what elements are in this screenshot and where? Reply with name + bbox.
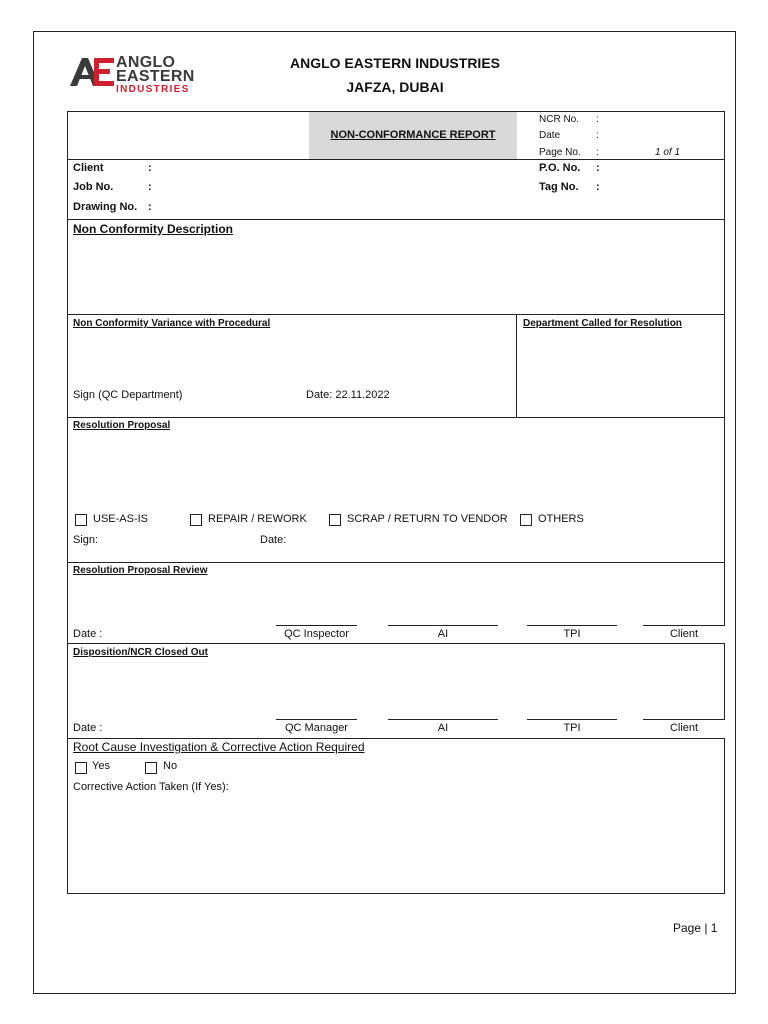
yes-checkbox[interactable] bbox=[75, 762, 87, 774]
repair-rework-label: REPAIR / REWORK bbox=[208, 513, 307, 525]
others-checkbox[interactable] bbox=[520, 514, 532, 526]
report-title: NON-CONFORMANCE REPORT bbox=[330, 129, 496, 141]
date-colon: : bbox=[596, 130, 599, 141]
date-label: Date bbox=[539, 130, 561, 141]
resolution-box bbox=[67, 417, 725, 563]
ncr-no-label: NCR No. bbox=[539, 114, 580, 125]
yes-label: Yes bbox=[92, 760, 110, 772]
scrap-return-label: SCRAP / RETURN TO VENDOR bbox=[347, 513, 508, 525]
tag-no-label: Tag No. bbox=[539, 181, 579, 193]
review-qc-inspector: QC Inspector bbox=[284, 628, 349, 640]
logo-word-anglo: ANGLO bbox=[116, 54, 176, 71]
review-heading: Resolution Proposal Review bbox=[73, 565, 208, 576]
use-as-is-checkbox[interactable] bbox=[75, 514, 87, 526]
client-colon: : bbox=[148, 162, 152, 174]
po-colon: : bbox=[596, 162, 600, 174]
company-logo-icon bbox=[70, 56, 116, 88]
page-no-label: Page No. bbox=[539, 147, 581, 158]
company-location: JAFZA, DUBAI bbox=[346, 79, 444, 95]
review-date-label: Date : bbox=[73, 628, 103, 640]
ncr-colon: : bbox=[596, 114, 599, 125]
logo-word-eastern: EASTERN bbox=[116, 68, 195, 85]
page-colon: : bbox=[596, 147, 599, 158]
root-cause-heading: Root Cause Investigation & Corrective Action Required bbox=[73, 740, 365, 754]
disposition-tpi: TPI bbox=[563, 722, 581, 734]
review-ai: AI bbox=[437, 628, 449, 640]
scrap-return-checkbox[interactable] bbox=[329, 514, 341, 526]
nc-description-heading: Non Conformity Description bbox=[73, 222, 234, 236]
disposition-date-label: Date : bbox=[73, 722, 103, 734]
disposition-qc-manager: QC Manager bbox=[285, 722, 348, 734]
page-number: Page | 1 bbox=[673, 921, 718, 935]
repair-rework-checkbox[interactable] bbox=[190, 514, 202, 526]
review-tpi: TPI bbox=[563, 628, 581, 640]
disposition-ai: AI bbox=[437, 722, 449, 734]
use-as-is-label: USE-AS-IS bbox=[93, 513, 149, 525]
job-colon: : bbox=[148, 181, 152, 193]
no-label: No bbox=[163, 760, 178, 772]
corrective-action-label: Corrective Action Taken (If Yes): bbox=[73, 781, 229, 793]
page-no-value: 1 of 1 bbox=[655, 147, 681, 158]
disposition-client: Client bbox=[669, 722, 699, 734]
drawing-no-label: Drawing No. bbox=[73, 201, 138, 213]
department-heading: Department Called for Resolution bbox=[523, 318, 682, 329]
date-qc-label: Date: 22.11.2022 bbox=[306, 389, 390, 401]
no-checkbox[interactable] bbox=[145, 762, 157, 774]
resolution-sign-label: Sign: bbox=[73, 534, 99, 546]
client-label: Client bbox=[73, 162, 104, 174]
tag-colon: : bbox=[596, 181, 600, 193]
sign-qc-label: Sign (QC Department) bbox=[73, 389, 183, 401]
review-client: Client bbox=[669, 628, 699, 640]
resolution-heading: Resolution Proposal bbox=[73, 420, 171, 431]
resolution-date-label: Date: bbox=[260, 534, 287, 546]
po-no-label: P.O. No. bbox=[539, 162, 581, 174]
disposition-heading: Disposition/NCR Closed Out bbox=[73, 647, 208, 658]
others-label: OTHERS bbox=[538, 513, 584, 525]
job-no-label: Job No. bbox=[73, 181, 114, 193]
variance-heading: Non Conformity Variance with Procedural bbox=[73, 318, 271, 329]
company-name: ANGLO EASTERN INDUSTRIES bbox=[289, 55, 500, 71]
logo-word-industries: INDUSTRIES bbox=[116, 84, 190, 95]
drawing-colon: : bbox=[148, 201, 152, 213]
